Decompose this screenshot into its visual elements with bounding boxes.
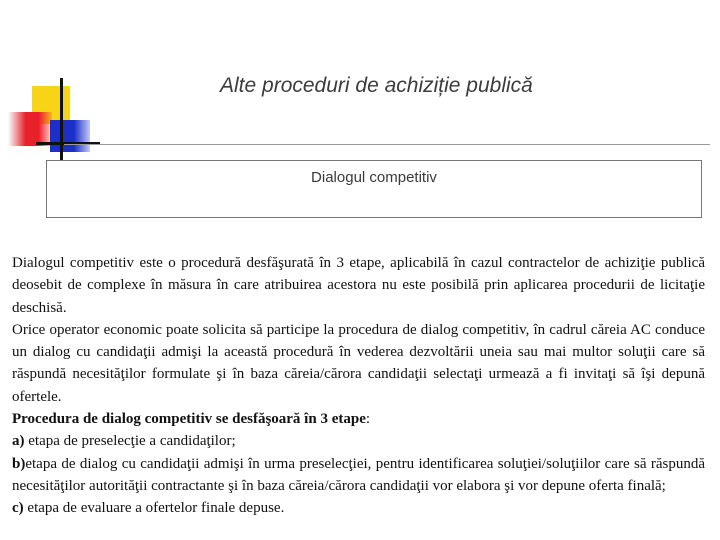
stage-b-text: etapa de dialog cu candidaţii admişi în urma preselecţiei, pentru identificarea soluţiei/soluţiilor care să răspundă necesităţilor autorităţii contractante şi în baza căreia/cărora candidaţii vor elabora şi vor depune oferta finală; — [12, 455, 705, 494]
stage-a-letter: a) — [12, 433, 25, 450]
stage-a-text: etapa de preselecţie a candidaţilor; — [24, 433, 236, 450]
paragraph-definition: Dialogul competitiv este o procedură desfăşurată în 3 etape, aplicabilă în cazul contractelor de achiziţie publică deosebit de complexe în măsura în care atribuirea acestora nu este posibilă prin aplicarea procedurii de licitaţie deschisă. — [12, 255, 705, 316]
slide-title: Alte proceduri de achiziție publică — [220, 74, 533, 97]
subtitle-box — [46, 160, 702, 218]
stage-a — [12, 430, 705, 452]
stage-c-letter: c) — [12, 500, 24, 517]
stage-c — [12, 497, 705, 519]
paragraph-participation: Orice operator economic poate solicita să participe la procedura de dialog competitiv, în cadrul căreia AC conduce un dialog cu candidaţii admişi la această procedură în vederea dezvoltării uneia sau mai multor soluţii care să răspundă necesităţilor formulate şi în baza căreia/cărora candidaţii selectaţi urmează a fi invitaţi să îşi depună ofertele. — [12, 321, 705, 405]
subtitle-label: Dialogul competitiv — [311, 169, 437, 186]
red-square — [8, 112, 52, 146]
body-text — [12, 252, 705, 520]
vertical-rule — [60, 78, 63, 160]
blue-square — [50, 120, 90, 152]
stage-c-text: etapa de evaluare a ofertelor finale depuse. — [23, 500, 285, 517]
stages-heading: Procedura de dialog competitiv se desfăşoară în 3 etape — [12, 411, 366, 428]
title-underline — [64, 144, 710, 145]
stages-heading-line: Procedura de dialog competitiv se desfăşoară în 3 etape: — [12, 411, 371, 428]
stage-b-letter: b) — [12, 455, 26, 472]
stage-b — [12, 453, 705, 498]
